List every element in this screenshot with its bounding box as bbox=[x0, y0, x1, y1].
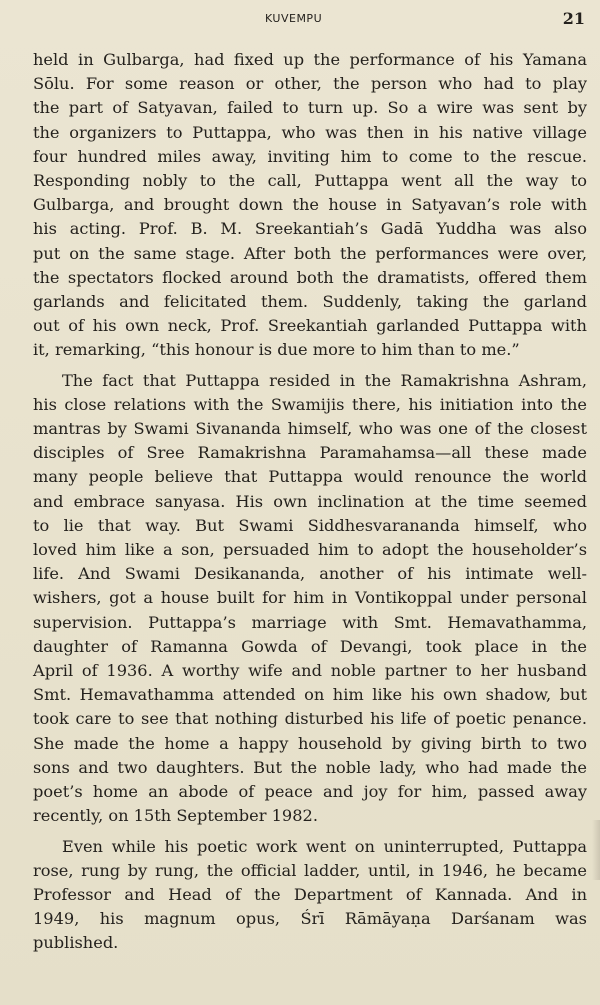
text-line: published. bbox=[33, 933, 119, 953]
text-line: took care to see that nothing disturbed his life of poetic penance. bbox=[33, 709, 587, 729]
text-line: sons and two daughters. But the noble lady, who had made the bbox=[33, 757, 587, 777]
text-line: Professor and Head of the Department of Kannada. And in bbox=[33, 884, 587, 904]
text-line: life. And Swami Desikananda, another of his intimate well- bbox=[33, 564, 587, 584]
text-line: Sōlu. For some reason or other, the person who had to play bbox=[33, 74, 587, 94]
text-line: out of his own neck, Prof. Sreekantiah garlanded Puttappa with bbox=[33, 316, 587, 336]
text-line: his acting. Prof. B. M. Sreekantiah’s Gadā Yuddha was also bbox=[33, 219, 587, 239]
text-line: and embrace sanyasa. His own inclination at the time seemed bbox=[33, 491, 587, 511]
text-line: Responding nobly to the call, Puttappa went all the way to bbox=[33, 171, 587, 191]
running-head-title: KUVEMPU bbox=[265, 12, 323, 25]
text-line: mantras by Swami Sivananda himself, who was one of the closest bbox=[33, 419, 587, 439]
paragraph-2 bbox=[33, 369, 587, 829]
text-line: the organizers to Puttappa, who was then in his native village bbox=[33, 122, 587, 142]
text-line: April of 1936. A worthy wife and noble partner to her husband bbox=[33, 661, 587, 681]
text-line: garlands and felicitated them. Suddenly, taking the garland bbox=[33, 292, 587, 312]
text-line: the part of Satyavan, failed to turn up. So a wire was sent by bbox=[33, 98, 587, 118]
page-edge-shadow bbox=[592, 820, 600, 880]
text-line: Even while his poetic work went on uninterrupted, Puttappa bbox=[62, 836, 587, 856]
text-line: Smt. Hemavathamma attended on him like his own shadow, but bbox=[33, 685, 587, 705]
running-head bbox=[0, 6, 600, 28]
text-line: many people believe that Puttappa would renounce the world bbox=[33, 467, 587, 487]
text-line: 1949, his magnum opus, Śrī Rāmāyaṇa Darśanam was bbox=[33, 909, 587, 929]
text-line: Gulbarga, and brought down the house in Satyavan’s role with bbox=[33, 195, 587, 215]
text-line: supervision. Puttappa’s marriage with Smt. Hemavathamma, bbox=[33, 612, 587, 632]
text-line: The fact that Puttappa resided in the Ramakrishna Ashram, bbox=[62, 370, 587, 390]
body-text bbox=[33, 48, 587, 962]
paragraph-1 bbox=[33, 48, 587, 363]
text-line: it, remarking, “this honour is due more to him than to me.” bbox=[33, 340, 520, 360]
text-line: She made the home a happy household by giving birth to two bbox=[33, 733, 587, 753]
text-line: wishers, got a house built for him in Vontikoppal under personal bbox=[33, 588, 587, 608]
paragraph-3 bbox=[33, 835, 587, 956]
text-line: his close relations with the Swamijis there, his initiation into the bbox=[33, 394, 587, 414]
text-line: held in Gulbarga, had fixed up the performance of his Yamana bbox=[33, 50, 587, 69]
text-line: disciples of Sree Ramakrishna Paramahamsa—all these made bbox=[33, 443, 587, 463]
text-line: the spectators flocked around both the dramatists, offered them bbox=[33, 267, 587, 287]
text-line: put on the same stage. After both the performances were over, bbox=[33, 243, 587, 263]
text-line: rose, rung by rung, the official ladder, until, in 1946, he became bbox=[33, 860, 587, 880]
text-line: recently, on 15th September 1982. bbox=[33, 806, 318, 826]
page-number: 21 bbox=[562, 9, 585, 28]
text-line: poet’s home an abode of peace and joy for him, passed away bbox=[33, 782, 587, 802]
text-line: four hundred miles away, inviting him to come to the rescue. bbox=[33, 146, 587, 166]
text-line: loved him like a son, persuaded him to adopt the householder’s bbox=[33, 540, 587, 560]
text-line: daughter of Ramanna Gowda of Devangi, took place in the bbox=[33, 636, 587, 656]
text-line: to lie that way. But Swami Siddhesvarananda himself, who bbox=[33, 515, 587, 535]
